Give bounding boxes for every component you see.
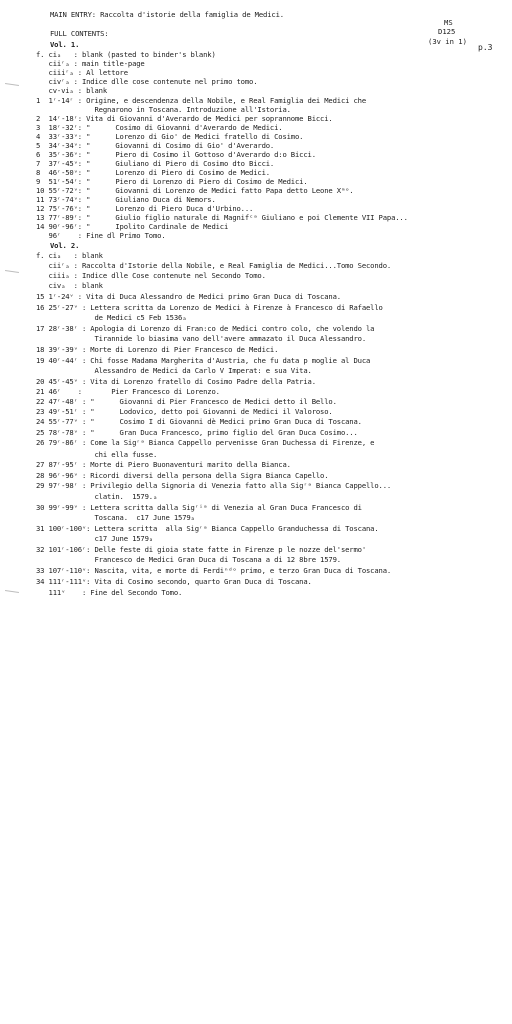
- vol1-line: 2 14ʳ-18ʳ: Vita di Giovanni d'Averardo de Medici per soprannome Bicci.: [36, 114, 333, 123]
- vol1-line: 8 46ʳ-50ᵛ: " Lorenzo di Piero di Cosimo de Medici.: [36, 168, 270, 177]
- vol2-line: 18 39ʳ-39ᵛ : Morte di Lorenzo di Pier Francesco de Medici.: [36, 345, 279, 354]
- vol2-line: 24 55ʳ-77ᵛ : " Cosimo I di Giovanni dè Medici primo Gran Duca di Toscana.: [36, 417, 362, 426]
- vol2-line: 21 46ʳ : Pier Francesco di Lorenzo.: [36, 387, 220, 396]
- vol2-line: 23 49ʳ-51ʳ : " Lodovico, detto poi Giovanni de Medici il Valoroso.: [36, 407, 333, 416]
- vol1-line: civʳₐ : Indice dlle cose contenute nel primo tomo.: [36, 77, 258, 86]
- vol1-line: f. ciₐ : blank (pasted to binder's blank): [36, 50, 216, 59]
- vol2-line: c17 June 1579ₐ: [36, 534, 153, 543]
- vol2-line: 33 107ʳ-110ᵛ: Nascita, vita, e morte di Ferdiⁿᵈᵒ primo, e terzo Gran Duca di Toscana.: [36, 566, 392, 575]
- vol2-line: 17 28ʳ-38ʳ : Apologia di Lorenzo di Fran:co de Medici contro colo, che volendo la: [36, 324, 375, 333]
- vol1-line: ciiiʳₐ : Al lettore: [36, 68, 128, 77]
- vol2-line: Alessandro de Medici da Carlo V Imperat: e sua Vita.: [36, 366, 312, 375]
- vol1-line: cv-viₐ : blank: [36, 86, 108, 95]
- vol2-line: 27 87ʳ-95ʳ : Morte di Piero Buonaventuri marito della Bianca.: [36, 460, 291, 469]
- vol1-line: 9 51ʳ-54ʳ: " Piero di Lorenzo di Piero di Cosimo de Medici.: [36, 177, 308, 186]
- main-entry: MAIN ENTRY: Raccolta d'istorie della famiglia de Medici.: [50, 10, 284, 19]
- vol2-line: 30 99ʳ-99ᵛ : Lettera scritta dalla Sigʳⁱᵃ di Venezia al Gran Duca Francesco di: [36, 503, 362, 512]
- vol1-line: 10 55ʳ-72ᵛ: " Giovanni di Lorenzo de Medici fatto Papa detto Leone Xᵐᵒ.: [36, 186, 354, 195]
- vol2-line: Francesco de Medici Gran Duca di Toscana a di 12 8bre 1579.: [36, 555, 341, 564]
- full-contents-label: FULL CONTENTS:: [50, 29, 109, 38]
- vol2-line: 34 111ʳ-111ᵛ: Vita di Cosimo secondo, quarto Gran Duca di Toscana.: [36, 577, 312, 586]
- vol2-line: 26 79ʳ-86ʳ : Come la Sigʳᵃ Bianca Cappello pervenisse Gran Duchessa di Firenze, e: [36, 438, 375, 447]
- margin-mark: [5, 590, 19, 593]
- vol2-line: Tirannide lo biasima vano dell'avere ammazato il Duca Alessandro.: [36, 334, 367, 343]
- vol1-line: 7 37ʳ-45ᵛ: " Giuliano di Piero di Cosimo dto Bicci.: [36, 159, 275, 168]
- vol1-line: ciiʳₐ : main title-page: [36, 59, 145, 68]
- vol2-line: f. ciₐ : blank: [36, 251, 103, 260]
- vol1-line: 11 73ʳ-74ᵛ: " Giuliano Duca di Nemors.: [36, 195, 216, 204]
- vol2-line: 25 78ʳ-78ᵛ : " Gran Duca Francesco, primo figlio del Gran Duca Cosimo...: [36, 428, 358, 437]
- vol1-line: 12 75ʳ-76ᵛ: " Lorenzo di Piero Duca d'Urbino...: [36, 204, 254, 213]
- vol2-line: 29 97ʳ-98ʳ : Privilegio della Signoria di Venezia fatto alla Sigʳᵃ Bianca Cappello...: [36, 481, 392, 490]
- vol2-line: 15 1ʳ-24ᵛ : Vita di Duca Alessandro de Medici primo Gran Duca di Toscana.: [36, 292, 341, 301]
- vol2-line: 19 40ʳ-44ʳ : Chi fosse Madama Margherita d'Austria, che fu data p moglie al Duca: [36, 356, 371, 365]
- vol2-line: 32 101ʳ-106ʳ: Delle feste di gioia state fatte in Firenze p le nozze del'sermo': [36, 545, 367, 554]
- vol1-label: Vol. 1.: [50, 40, 80, 49]
- ms-label: MS: [444, 18, 453, 27]
- vol2-line: 16 25ʳ-27ᵛ : Lettera scritta da Lorenzo de Medici à Firenze à Francesco di Rafaello: [36, 303, 383, 312]
- vol1-line: 13 77ʳ-89ʳ: " Giulio figlio naturale di Magnifᶜᵃ Giuliano e poi Clemente VII Papa...: [36, 213, 408, 222]
- vol1-line: 4 33ʳ-33ᵛ: " Lorenzo di Gio' de Medici fratello di Cosimo.: [36, 132, 304, 141]
- vol2-line: 28 96ʳ-96ᵛ : Ricordi diversi della persona della Sigra Bianca Capello.: [36, 471, 329, 480]
- volume-note: (3v in 1): [428, 37, 467, 46]
- vol1-line: 96ʳ : Fine dl Primo Tomo.: [36, 231, 166, 240]
- vol2-line: 20 45ʳ-45ᵛ : Vita di Lorenzo fratello di Cosimo Padre della Patria.: [36, 377, 316, 386]
- ms-id: D125: [438, 27, 456, 36]
- vol1-line: Regnarono in Toscana. Introduzione all'Istoria.: [36, 105, 291, 114]
- vol1-line: 14 90ʳ-96ʳ: " Ipolito Cardinale de Medici: [36, 222, 229, 231]
- page-number: p.3: [478, 43, 493, 52]
- vol2-line: clatin. 1579.ₐ: [36, 492, 158, 501]
- vol2-label: Vol. 2.: [50, 241, 80, 250]
- vol1-line: 1 1ʳ-14ʳ : Origine, e descendenza della Nobile, e Real Famiglia dei Medici che: [36, 96, 367, 105]
- vol2-line: 22 47ʳ-48ʳ : " Giovanni di Pier Francesco de Medici detto il Bello.: [36, 397, 337, 406]
- vol1-line: 3 18ʳ-32ʳ: " Cosimo di Giovanni d'Averardo de Medici.: [36, 123, 283, 132]
- vol2-line: de Medici c5 Feb 1536ₐ: [36, 313, 187, 322]
- vol2-line: 31 100ʳ-100ᵛ: Lettera scritta alla Sigʳᵃ Bianca Cappello Granduchessa di Toscana.: [36, 524, 379, 533]
- vol1-line: 6 35ʳ-36ᵛ: " Piero di Cosimo il Gottoso d'Averardo d:o Bicci.: [36, 150, 316, 159]
- vol2-line: ciiʳₐ : Raccolta d'Istorie della Nobile, e Real Famiglia de Medici...Tomo Secondo.: [36, 261, 392, 270]
- vol2-line: 111ᵛ : Fine del Secondo Tomo.: [36, 588, 183, 597]
- vol1-line: 5 34ʳ-34ᵛ: " Giovanni di Cosimo di Gio' d'Averardo.: [36, 141, 275, 150]
- vol2-line: civₐ : blank: [36, 281, 103, 290]
- vol2-line: chi ella fusse.: [36, 450, 158, 459]
- margin-mark: [5, 83, 19, 86]
- vol2-line: ciiiₐ : Indice dlle Cose contenute nel Secondo Tomo.: [36, 271, 266, 280]
- vol2-line: Toscana. c17 June 1579ₐ: [36, 513, 195, 522]
- margin-mark: [5, 270, 19, 273]
